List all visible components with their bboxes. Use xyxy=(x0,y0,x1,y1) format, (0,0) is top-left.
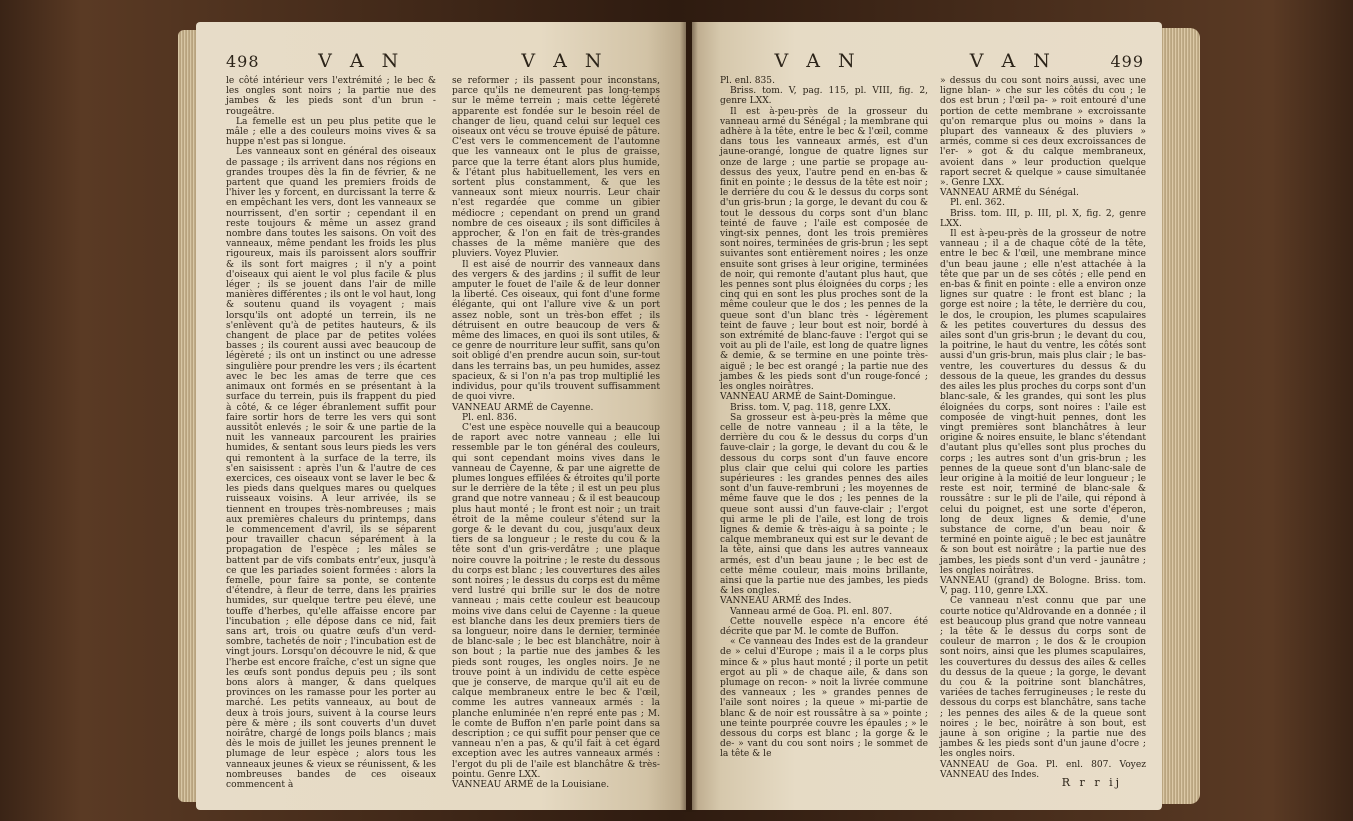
paragraph: le côté intérieur vers l'extrémité ; le bec & les ongles sont noirs ; la partie nue des jambes & les pieds sont d'un brun - rougeâtre. xyxy=(226,76,436,117)
right-page-edges xyxy=(1160,28,1200,804)
right-page xyxy=(692,22,1162,810)
plate-reference: Pl. enl. 362. xyxy=(950,198,1005,209)
paragraph: Cette nouvelle espèce n'a encore été décrite que par M. le comte de Buffon. xyxy=(720,616,928,637)
left-page-number: 498 xyxy=(226,52,260,71)
paragraph: C'est une espèce nouvelle qui a beaucoup de raport avec notre vanneau ; elle lui ressemble par le ton général des couleurs, qui sont cependant moins vives dans le vanneau de Cayenne, & par une aigrette de plumes longues effilées & étroites qu'il porte sur le derrière de la tête ; il est un peu plus grand que notre vanneau ; & il est beaucoup plus haut monté ; le front est noir ; un trait étroit de la même couleur s'étend sur la gorge & le devant du cou, jusqu'aux deux tiers de sa longueur ; le reste du cou & la tête sont d'un gris-verdâtre ; une plaque noire couvre la poitrine ; le reste du dessous du corps est blanc ; les couvertures des ailes sont noires ; le dessus du corps est du même verd lustré qui brille sur le dos de notre vanneau ; mais cette couleur est beaucoup moins vive dans celui de Cayenne : la queue est blanche dans les deux premiers tiers de sa longueur, noire dans le dernier, terminée de blanc-sale ; le bec est blanchâtre, noir à son bout ; la partie nue des jambes & les pieds sont rouges, les ongles noirs. Je ne trouve point à un individu de cette espèce que je conserve, de marque qu'il ait eu de calque membraneux entre le bec & l'œil, comme les autres vanneaux armés : la planche enluminée n'en repré ente pas ; M. le comte de Buffon n'en parle point dans sa description ; ce qui suffit pour penser que ce vanneau n'en a pas, & qu'il fait à cet égard exception avec les autres vanneaux armés : l'ergot du pli de l'aile est blanchâtre & très-pointu. Genre LXX. xyxy=(452,422,660,780)
right-page-number: 499 xyxy=(1110,52,1145,71)
right-page-running-head-left: V A N xyxy=(774,50,861,72)
reference: Briss. tom. V, pag. 118, genre LXX. xyxy=(730,402,891,413)
paragraph: Ce vanneau n'est connu que par une courte notice qu'Aldrovande en a donnée ; il est beaucoup plus grand que notre vanneau ; la tête & le dessus du corps sont de couleur de marron ; le dos & le croupion sont noirs, ainsi que les plumes scapulaires, les couvertures du dessus des ailes & celles du dessus de la queue ; la gorge, le devant du cou & la poitrine sont blanchâtres, variées de taches ferrugineuses ; le reste du dessous du corps est blanchâtre, sans tache ; les pennes des ailes & de la queue sont noires ; le bec, noirâtre à son bout, est jaune à son origine ; la partie nue des jambes & les pieds sont d'un jaune d'ocre ; les ongles noirs. xyxy=(940,596,1146,760)
paragraph: Les vanneaux sont en général des oiseaux de passage ; ils arrivent dans nos régions en grandes troupes dès la fin de février, & ne partent que quand les premiers froids de l'hiver les y forcent, en durcissant la terre & en empêchant les vers, dont les vanneaux se nourrissent, d'en sortir ; cependant il en reste toujours & même un assez grand nombre dans toutes les saisons. On voit des vanneaux, même pendant les froids les plus rigoureux, mais ils paroissent alors souffrir & ils sont fort maigres ; il n'y a point d'oiseaux qui aient le vol plus facile & plus léger ; ils se jouent dans l'air de mille manières différentes ; ils ont le vol haut, long & soutenu quand ils voyagent ; mais lorsqu'ils ont adopté un terrein, ils ne s'enlèvent qu'à de petites hauteurs, & ils changent de place par de petites volées basses ; ils courent aussi avec beaucoup de légèreté ; ils ont un instinct ou une adresse singulière pour prendre les vers ; ils écartent avec le bec les amas de terre que ces animaux ont formés en se présentant à la surface du terrein, puis ils frappent du pied à côté, & ce léger ébranlement suffit pour faire sortir hors de terre les vers qui sont aussitôt enlevés ; le soir & une partie de la nuit les vanneaux parcourent les prairies humides, & sentant sous leurs pieds les vers qui remontent à la surface de la terre, ils s'en saisissent : après l'un & l'autre de ces exercices, ces oiseaux vont se laver le bec & les pieds dans quelques mares ou quelques ruisseaux voisins. A leur arrivée, ils se tiennent en troupes très-nombreuses ; mais aux premières chaleurs du printemps, dans le commencement d'avril, ils se séparent pour travailler chacun séparément à la propagation de l'espèce ; les mâles se battent par de vifs combats entr'eux, jusqu'à ce que les pariades soient formées : alors la femelle, pour faire sa ponte, se contente d'étendre, à fleur de terre, dans les prairies humides, sur quelque tertre peu élevé, une touffe d'herbes, qu'elle affaisse encore par l'incubation ; elle dépose dans ce nid, fait sans art, trois ou quatre œufs d'un verd-sombre, tachetés de noir ; l'incubation est de vingt jours. Lorsqu'on découvre le nid, & que l'herbe est encore fraîche, c'est un signe que les œufs sont pondus depuis peu ; ils sont bons alors à manger, & dans quelques provinces on les ramasse pour les porter au marché. Les petits vanneaux, au bout de deux à trois jours, suivent à la course leurs père & mère ; ils sont couverts d'un duvet noirâtre, chargé de longs poils blancs ; mais dès le mois de juillet les jeunes prennent le plumage de leur espèce ; alors tous les vanneaux jeunes & vieux se réunissent, & les nombreuses bandes de ces oiseaux commencent à xyxy=(226,147,436,791)
entry-heading: VANNEAU ARMÉ du Sénégal. xyxy=(940,188,1079,199)
paragraph: se reformer ; ils passent pour inconstans, parce qu'ils ne demeurent pas long-temps sur le même terrein ; mais cette légèreté apparente est fondée sur le besoin réel de changer de lieu, quand celui sur lequel ces oiseaux ont vécu se trouve épuisé de pâture. C'est vers le commencement de l'automne que les vanneaux ont le plus de graisse, parce que la terre étant alors plus humide, & l'étant plus habituellement, les vers en sortent plus constamment, & que les vanneaux sont mieux nourris. Leur chair n'est regardée que comme un gibier médiocre ; cependant on prend un grand nombre de ces oiseaux ; ils sont difficiles à approcher, & l'on en fait de très-grandes chasses de la même manière que des pluviers. Voyez Pluvier. xyxy=(452,76,660,260)
left-page-running-head-right: V A N xyxy=(521,50,608,72)
quotation: « Ce vanneau des Indes est de la grandeur de » celui d'Europe ; mais il a le corps plus mince & » plus haut monté ; il porte un petit ergot au pli » de chaque aile, & dans son plumage on recon- » noit la livrée commune des vanneaux ; les » grandes pennes de l'aile sont noires ; la queue » mi-partie de blanc & de noir est roussâtre à sa » pointe ; une teinte pourprée couvre les épaules ; » le dessous du corps est blanc ; la gorge & le de- » vant du cou sont noirs ; le sommet de la tête & le xyxy=(720,637,928,760)
left-page-running-head: V A N xyxy=(318,50,405,72)
reference: Vanneau armé de Goa. Pl. enl. 807. xyxy=(730,606,893,617)
reference: Briss. tom. III, p. III, pl. X, fig. 2, genre LXX. xyxy=(940,208,1146,229)
paragraph: Il est à-peu-près de la grosseur du vanneau armé du Sénégal ; la membrane qui adhère à la tête, entre le bec & l'œil, comme dans tous les vanneaux armés, est d'un jaune-orangé, longue de quatre lignes sur onze de large ; une partie se propage au-dessus des yeux, l'autre pend en en-bas & finit en pointe ; le dessus de la tête est noir ; le derrière du cou & le dessus du corps sont d'un gris-brun ; la gorge, le devant du cou & tout le dessous du corps sont d'un blanc teinté de fauve ; l'aile est composée de vingt-six pennes, dont les trois premières sont noires, terminées de gris-brun ; les sept suivantes sont entièrement noires ; les onze ensuite sont grises à leur origine, terminées de noir, qui remonte d'autant plus haut, que les pennes sont plus éloignées du corps ; les cinq qui en sont les plus proches sont de la même couleur que le dos ; les pennes de la queue sont d'un blanc très - légèrement teint de fauve ; leur bout est noir, bordé à son extrémité de blanc-fauve : l'ergot qui se voit au pli de l'aile, est long de quatre lignes & demie, & se termine en une pointe très-aiguë ; le bec est orangé ; la partie nue des jambes & les pieds sont d'un rouge-foncé ; les ongles noirâtres. xyxy=(720,106,928,393)
right-page-column-2 xyxy=(940,76,1146,780)
paragraph: Sa grosseur est à-peu-près la même que celle de notre vanneau ; il a la tête, le derrière du cou & le dessus du corps d'un fauve-clair ; la gorge, le devant du cou & le dessous du corps sont d'un fauve encore plus clair que celui qui colore les parties supérieures : les grandes pennes des ailes sont d'un fauve-rembruni ; les moyennes de même fauve que le dos ; les pennes de la queue sont aussi d'un fauve-clair ; l'ergot qui arme le pli de l'aile, est long de trois lignes & demie & très-aigu à sa pointe ; le calque membraneux qui est sur le devant de la tête, ainsi que dans les autres vanneaux armés, est d'un beau jaune ; le bec est de cette même couleur, mais moins brillante, ainsi que la partie nue des jambes, les pieds & les ongles. xyxy=(720,412,928,597)
entry-heading: VANNEAU ARMÉ de Cayenne. xyxy=(452,402,594,413)
plate-reference: Pl. enl. 835. xyxy=(720,76,775,86)
book-gutter xyxy=(680,20,698,812)
left-page-header xyxy=(226,50,666,72)
paragraph: La femelle est un peu plus petite que le mâle ; elle a des couleurs moins vives & sa huppe n'est pas si longue. xyxy=(226,116,436,148)
left-page xyxy=(196,22,686,810)
entry-heading: VANNEAU ARMÉ de la Louisiane. xyxy=(452,780,610,791)
paragraph: Il est aisé de nourrir des vanneaux dans des vergers & des jardins ; il suffit de leur amputer le fouet de l'aile & de leur donner la liberté. Ces oiseaux, qui font d'une forme élégante, qui ont l'allure vive & un port assez noble, sont un très-bon effet ; ils détruisent en outre beaucoup de vers & même des limaces, en quoi ils sont utiles, & ce genre de nourriture leur suffit, sans qu'on soit obligé d'en prendre aucun soin, sur-tout dans les terrains bas, un peu humides, assez spacieux, & si l'on n'a pas trop multiplié les individus, pour qu'ils trouvent suffisamment de quoi vivre. xyxy=(452,259,660,403)
signature-mark: R r r ij xyxy=(1061,776,1122,789)
reference: Briss. tom. V, pag. 115, pl. VIII, fig. 2, genre LXX. xyxy=(720,86,928,107)
right-page-column-1 xyxy=(720,76,928,760)
plate-reference: Pl. enl. 836. xyxy=(462,412,517,423)
paragraph: Il est à-peu-près de la grosseur de notre vanneau ; il a de chaque côté de la tête, entre le bec & l'œil, une membrane mince d'un beau jaune ; elle n'est attachée à la tête que par un de ses côtés ; elle pend en en-bas & finit en pointe : elle a environ onze lignes sur quatre : le front est blanc ; la gorge est noire ; la tête, le derrière du cou, le dos, le croupion, les plumes scapulaires & les petites couvertures du dessus des ailes sont d'un gris-brun ; le devant du cou, la poitrine, le haut du ventre, les côtés sont aussi d'un gris-brun, mais plus clair ; le bas-ventre, les couvertures du dessus & du dessous de la queue, les grandes du dessus des ailes les plus proches du corps sont d'un blanc-sale, & les grandes, qui sont les plus éloignées du corps, sont noires : l'aile est composée de vingt-huit pennes, dont les vingt premières sont blanchâtres à leur origine & noires ensuite, le blanc s'étendant d'autant plus qu'elles sont plus proches du corps ; les autres sont d'un gris-brun ; les pennes de la queue sont d'un blanc-sale de leur origine à la moitié de leur longueur ; le reste est noir, terminé de blanc-sale & roussâtre : sur le pli de l'aile, qui répond à celui du poignet, est une sorte d'éperon, long de deux lignes & demie, d'une substance de corne, d'un beau noir & terminé en pointe aiguë ; le bec est jaunâtre & son bout est noirâtre ; la partie nue des jambes, les pieds sont d'un verd - jaunâtre ; les ongles noirâtres. xyxy=(940,229,1146,576)
left-page-edges xyxy=(178,30,198,802)
entry-heading: VANNEAU (grand) de Bologne. Briss. tom. V, pag. 110, genre LXX. xyxy=(940,575,1146,597)
left-page-column-2 xyxy=(452,76,660,790)
left-page-column-1 xyxy=(226,76,436,790)
right-page-header xyxy=(720,50,1144,72)
right-page-running-head: V A N xyxy=(969,50,1056,72)
entry-heading: VANNEAU ARMÉ des Indes. xyxy=(720,596,852,607)
quotation: » dessus du cou sont noirs aussi, avec une ligne blan- » che sur les côtés du cou ; le dos est brun ; l'œil pa- » roit entouré d'une portion de cette membrane » excroissante qu'on remarque plus ou moins » dans la plupart des vanneaux & des pluviers » armés, comme si ces deux excroissances de l'er- » got & du calque membraneux, avoient dans » leur production quelque raport secret & quelque » cause simultanée ». Genre LXX. xyxy=(940,76,1146,189)
entry-heading: VANNEAU de Goa. Pl. enl. 807. Voyez VANNEAU des Indes. xyxy=(940,759,1146,780)
entry-heading: VANNEAU ARMÉ de Saint-Domingue. xyxy=(720,392,896,403)
